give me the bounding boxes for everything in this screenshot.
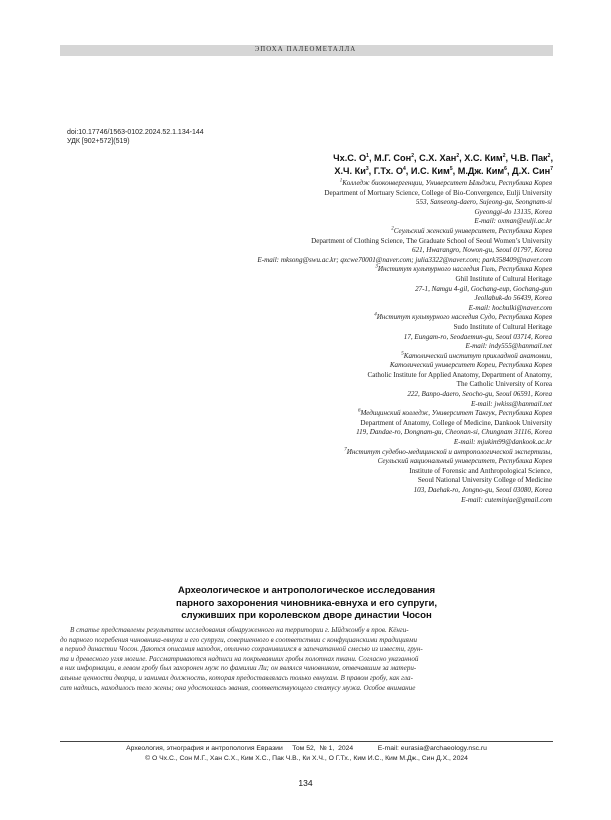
- abstract-line: сит надпись, находилось тело жены; она удостоилась звания, соответствующего статусу мужа. Особое внимание: [60, 683, 416, 692]
- doi: doi:10.17746/1563-0102.2024.52.1.134-144: [67, 129, 204, 136]
- affiliation-line: The Catholic University of Korea: [456, 380, 552, 389]
- affiliation-line: 222, Banpo-daero, Seocho-gu, Seoul 06591, Korea: [407, 390, 552, 399]
- authors-line-1: Чх.С. $О^1$, М.Г. Сон$^2$, С.Х. Хан$^2$, Х.С. Ким$^2$, Ч.В. Пак$^2$,: [333, 152, 553, 163]
- affiliations: [72, 179, 552, 505]
- affiliation-line: 103, Daehak-ro, Jongno-gu, Seoul 03080, Korea: [413, 486, 552, 494]
- title-line: служивших при королевском дворе династии Чосон: [181, 610, 432, 621]
- affiliation-line: Seoul National University College of Medicine: [417, 476, 552, 485]
- affiliation-line: Католический университет Кореи, Республика Корея: [389, 361, 552, 370]
- affiliation-line: Gyeonggi-do 13135, Korea: [474, 207, 552, 216]
- affiliation-line: Сеульский национальный университет, Республика Корея: [377, 457, 552, 466]
- abstract-line: альные ценности дворца, и занимал должность, которая предоставлялась только евнухам. В правом гробу, как гла-: [60, 673, 413, 682]
- affiliation-line: Department of Anatomy, College of Medicine, Dankook University: [360, 418, 552, 427]
- affiliation-line: E-mail: cuteminjae@gmail.com: [461, 495, 552, 504]
- abstract-line: в них информации, в левом гробу был захоронен муж по фамилии Ли; он являлся чиновником, отвечавшим за матери-: [60, 664, 417, 673]
- affiliation-line: $^6$Медицинский колледж, Университет Тангук, Республика Корея: [357, 408, 552, 418]
- affiliation-line: 119, Dandae-ro, Dongnam-gu, Cheonan-si, Chungnam 31116, Korea: [356, 428, 552, 437]
- abstract-line: в период династии Чосон. Даются описания находок, отлично сохранившихся в запечатанной смесью из извести, грун-: [60, 645, 423, 654]
- footer-citation: [60, 745, 553, 752]
- abstract-line: до парного погребения чиновника-евнуха и его супруги, совершенного в соответствии с конфуцианскими традициями: [60, 635, 418, 644]
- footer-copyright: © О Чх.С., Сон М.Г., Хан С.Х., Ким Х.С., Пак Ч.В., Ки Х.Ч., О Г.Тх., Ким И.С., Ким М.Дж., Син Д.Х., 2024: [145, 755, 468, 762]
- affiliation-line: Sudo Institute of Cultural Heritage: [453, 322, 552, 331]
- affiliation-line: $^2$Сеульский женский университет, Республика Корея: [391, 226, 552, 235]
- affiliation-line: E-mail: indy555@hanmail.net: [465, 342, 552, 351]
- affiliation-line: $^7$Институт судебно-медицинской и антропологической экспертизы,: [344, 447, 552, 456]
- author: М.Дж. Ким: [457, 166, 505, 176]
- author: И.С. Ким: [410, 166, 450, 176]
- title-line: Археологическое и антропологическое исследования: [177, 585, 436, 596]
- footer-year: 2024: [338, 745, 354, 752]
- affiliation-line: Catholic Institute for Applied Anatomy, Department of Anatomy,: [367, 370, 552, 379]
- affiliation-line: $^4$Институт культурного наследия Судо, Республика Корея: [374, 312, 552, 322]
- abstract-line: В статье представлены результаты исследования обнаруженного на территории г. Ыйджонбу в пров. Кёнги-: [70, 626, 409, 634]
- affiliation-line: Institute of Forensic and Anthropological Science,: [409, 466, 552, 475]
- author: С.Х. Хан: [419, 153, 457, 163]
- affiliation-line: E-mail: mjukim99@dankook.ac.kr: [453, 438, 552, 447]
- footer-volume: Том 52,: [292, 745, 316, 752]
- udk: УДК [902+572](519): [67, 138, 130, 145]
- footer-issue: № 1,: [319, 745, 335, 752]
- page-number: 134: [298, 778, 313, 788]
- footer-rule: [60, 741, 553, 742]
- author: Ч.В. Пак: [510, 153, 548, 163]
- title-line: парного захоронения чиновника-евнуха и его супруги,: [175, 597, 438, 609]
- author: М.Г. Сон: [374, 153, 412, 163]
- authors-line-2: Х.Ч. $Ки^3$, Г.Тх. $О^4$, И.С. Ким$^5$, М.Дж. Ким$^6$, Д.Х. Син$^7$: [334, 165, 553, 176]
- author: Д.Х. Син: [512, 166, 551, 176]
- affiliation-line: 621, Hwarangro, Nowon-gu, Seoul 01797, Korea: [412, 246, 552, 255]
- footer-journal: Археология, этнография и антропология Евразии: [126, 745, 283, 752]
- author: Х.С. Ким: [464, 153, 503, 163]
- affiliation-line: 27-1, Namgu 4-gil, Gochang-eup, Gochang-gun: [415, 284, 552, 293]
- footer-email: E-mail: eurasia@archaeology.nsc.ru: [377, 745, 487, 752]
- affiliation-line: Ghil Institute of Cultural Heritage: [455, 274, 552, 283]
- affiliation-line: 17, Eungam-ro, Seodaemun-gu, Seoul 03714, Korea: [403, 332, 552, 341]
- affiliation-line: E-mail: oxman@eulji.ac.kr: [474, 217, 552, 226]
- affiliation-line: E-mail: hochulki@naver.com: [468, 303, 552, 312]
- affiliation-line: Department of Mortuary Science, College of Bio-Convergence, Eulji University: [324, 188, 552, 197]
- affiliation-line: E-mail: mksong@swu.ac.kr; qxcwe70001@naver.com; julia3322@naver.com; park358409@naver.com: [257, 255, 552, 264]
- author: Г.Тх. О: [373, 166, 403, 176]
- article-title: [60, 585, 553, 623]
- abstract: [60, 626, 553, 693]
- affiliation-line: $^3$Институт культурного наследия Гиль, Республика Корея: [375, 264, 552, 274]
- affiliation-line: 553, Sanseong-daero, Sujeong-gu, Seongnam-si: [415, 198, 552, 207]
- author: Х.Ч. Ки: [334, 166, 366, 176]
- affiliation-line: $^5$Католический институт прикладной анатомии,: [401, 351, 552, 360]
- affiliation-line: E-mail: jwkiss@hanmail.net: [470, 399, 552, 408]
- author: Чх.С. О: [333, 153, 367, 163]
- affiliation-line: $^1$Колледж биоконвергенции, Университет Ыльджи, Республика Корея: [339, 178, 552, 187]
- affiliation-line: Department of Clothing Science, The Graduate School of Seoul Women’s University: [311, 236, 552, 245]
- affiliation-line: Jeollabuk-do 56439, Korea: [474, 294, 552, 303]
- running-header-section: ЭПОХА ПАЛЕОМЕТАЛЛА: [254, 46, 357, 53]
- abstract-line: та и древесного угля могиле. Рассматриваются надписи на покрывавших гробы полотнах ткани. Согласно указанной: [60, 654, 419, 663]
